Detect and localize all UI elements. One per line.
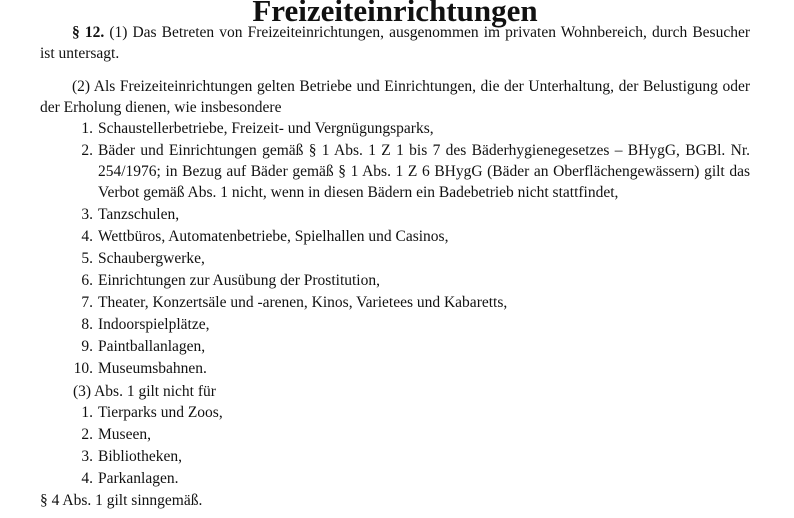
list-item <box>40 402 750 423</box>
list-item-text: Tierparks und Zoos, <box>98 404 223 421</box>
abs-1-text: (1) Das Betreten von Freizeiteinrichtungen, ausgenommen im privaten Wohnbereich, durch Besucher ist untersagt. <box>40 24 751 62</box>
list-item <box>40 118 750 139</box>
paragraph-abs-1 <box>40 22 750 64</box>
list-item-text: Tanzschulen, <box>98 206 180 223</box>
list-item-number: 9. <box>81 338 93 355</box>
document-page <box>40 0 750 511</box>
closing-note: § 4 Abs. 1 gilt sinngemäß. <box>40 492 203 509</box>
list-item-number: 1. <box>81 120 93 137</box>
list-item <box>40 292 750 313</box>
list-item-text: Schaubergwerke, <box>98 250 205 267</box>
list-item <box>40 248 750 269</box>
list-item-number: 7. <box>81 294 93 311</box>
list-item <box>40 468 750 489</box>
list-item <box>40 336 750 357</box>
list-item <box>40 358 750 379</box>
list-item-number: 5. <box>81 250 93 267</box>
list-item-text: Indoorspielplätze, <box>98 316 210 333</box>
list-item-text: Bäder und Einrichtungen gemäß § 1 Abs. 1 Z 1 bis 7 des Bäderhygienegesetzes – BHygG, BGBl. Nr. 254/1976; in Bezug auf Bäder gemäß § 1 Abs. 1 Z 6 BHygG (Bäder an Oberflächengewässern) gilt das Verbot gemäß Abs. 1 nicht, wenn in diesen Bädern ein Badebetrieb nicht stattfindet, <box>98 142 750 201</box>
list-item-text: Museen, <box>98 426 151 443</box>
list-item <box>40 226 750 247</box>
abs-3-list <box>40 402 750 489</box>
list-item-text: Bibliotheken, <box>98 448 182 465</box>
list-item <box>40 140 750 203</box>
list-item-number: 4. <box>81 470 93 487</box>
list-item <box>40 446 750 467</box>
list-item-number: 6. <box>81 272 93 289</box>
list-item-text: Schaustellerbetriebe, Freizeit- und Vergnügungsparks, <box>98 120 434 137</box>
section-title: Freizeiteinrichtungen <box>252 0 538 28</box>
list-item-text: Einrichtungen zur Ausübung der Prostitution, <box>98 272 380 289</box>
list-item <box>40 270 750 291</box>
list-item-text: Parkanlagen. <box>98 470 179 487</box>
list-item-number: 2. <box>81 426 93 443</box>
abs-2-list <box>40 118 750 379</box>
list-item-number: 10. <box>73 360 93 377</box>
list-item-number: 3. <box>81 206 93 223</box>
paragraph-number: § 12. <box>72 24 105 41</box>
list-item-number: 4. <box>81 228 93 245</box>
list-item <box>40 204 750 225</box>
list-item-text: Theater, Konzertsäle und -arenen, Kinos, Varietees und Kabaretts, <box>98 294 508 311</box>
paragraph-abs-3-intro: (3) Abs. 1 gilt nicht für <box>73 383 216 400</box>
list-item-text: Paintballanlagen, <box>98 338 206 355</box>
list-item <box>40 424 750 445</box>
list-item-number: 2. <box>81 142 93 159</box>
list-item-text: Museumsbahnen. <box>98 360 207 377</box>
paragraph-abs-2-intro: (2) Als Freizeiteinrichtungen gelten Betriebe und Einrichtungen, die der Unterhaltung, der Belustigung oder der Erholung dienen, wie insbesondere <box>40 78 750 116</box>
list-item-text: Wettbüros, Automatenbetriebe, Spielhallen und Casinos, <box>98 228 449 245</box>
list-item <box>40 314 750 335</box>
list-item-number: 1. <box>81 404 93 421</box>
list-item-number: 3. <box>81 448 93 465</box>
list-item-number: 8. <box>81 316 93 333</box>
